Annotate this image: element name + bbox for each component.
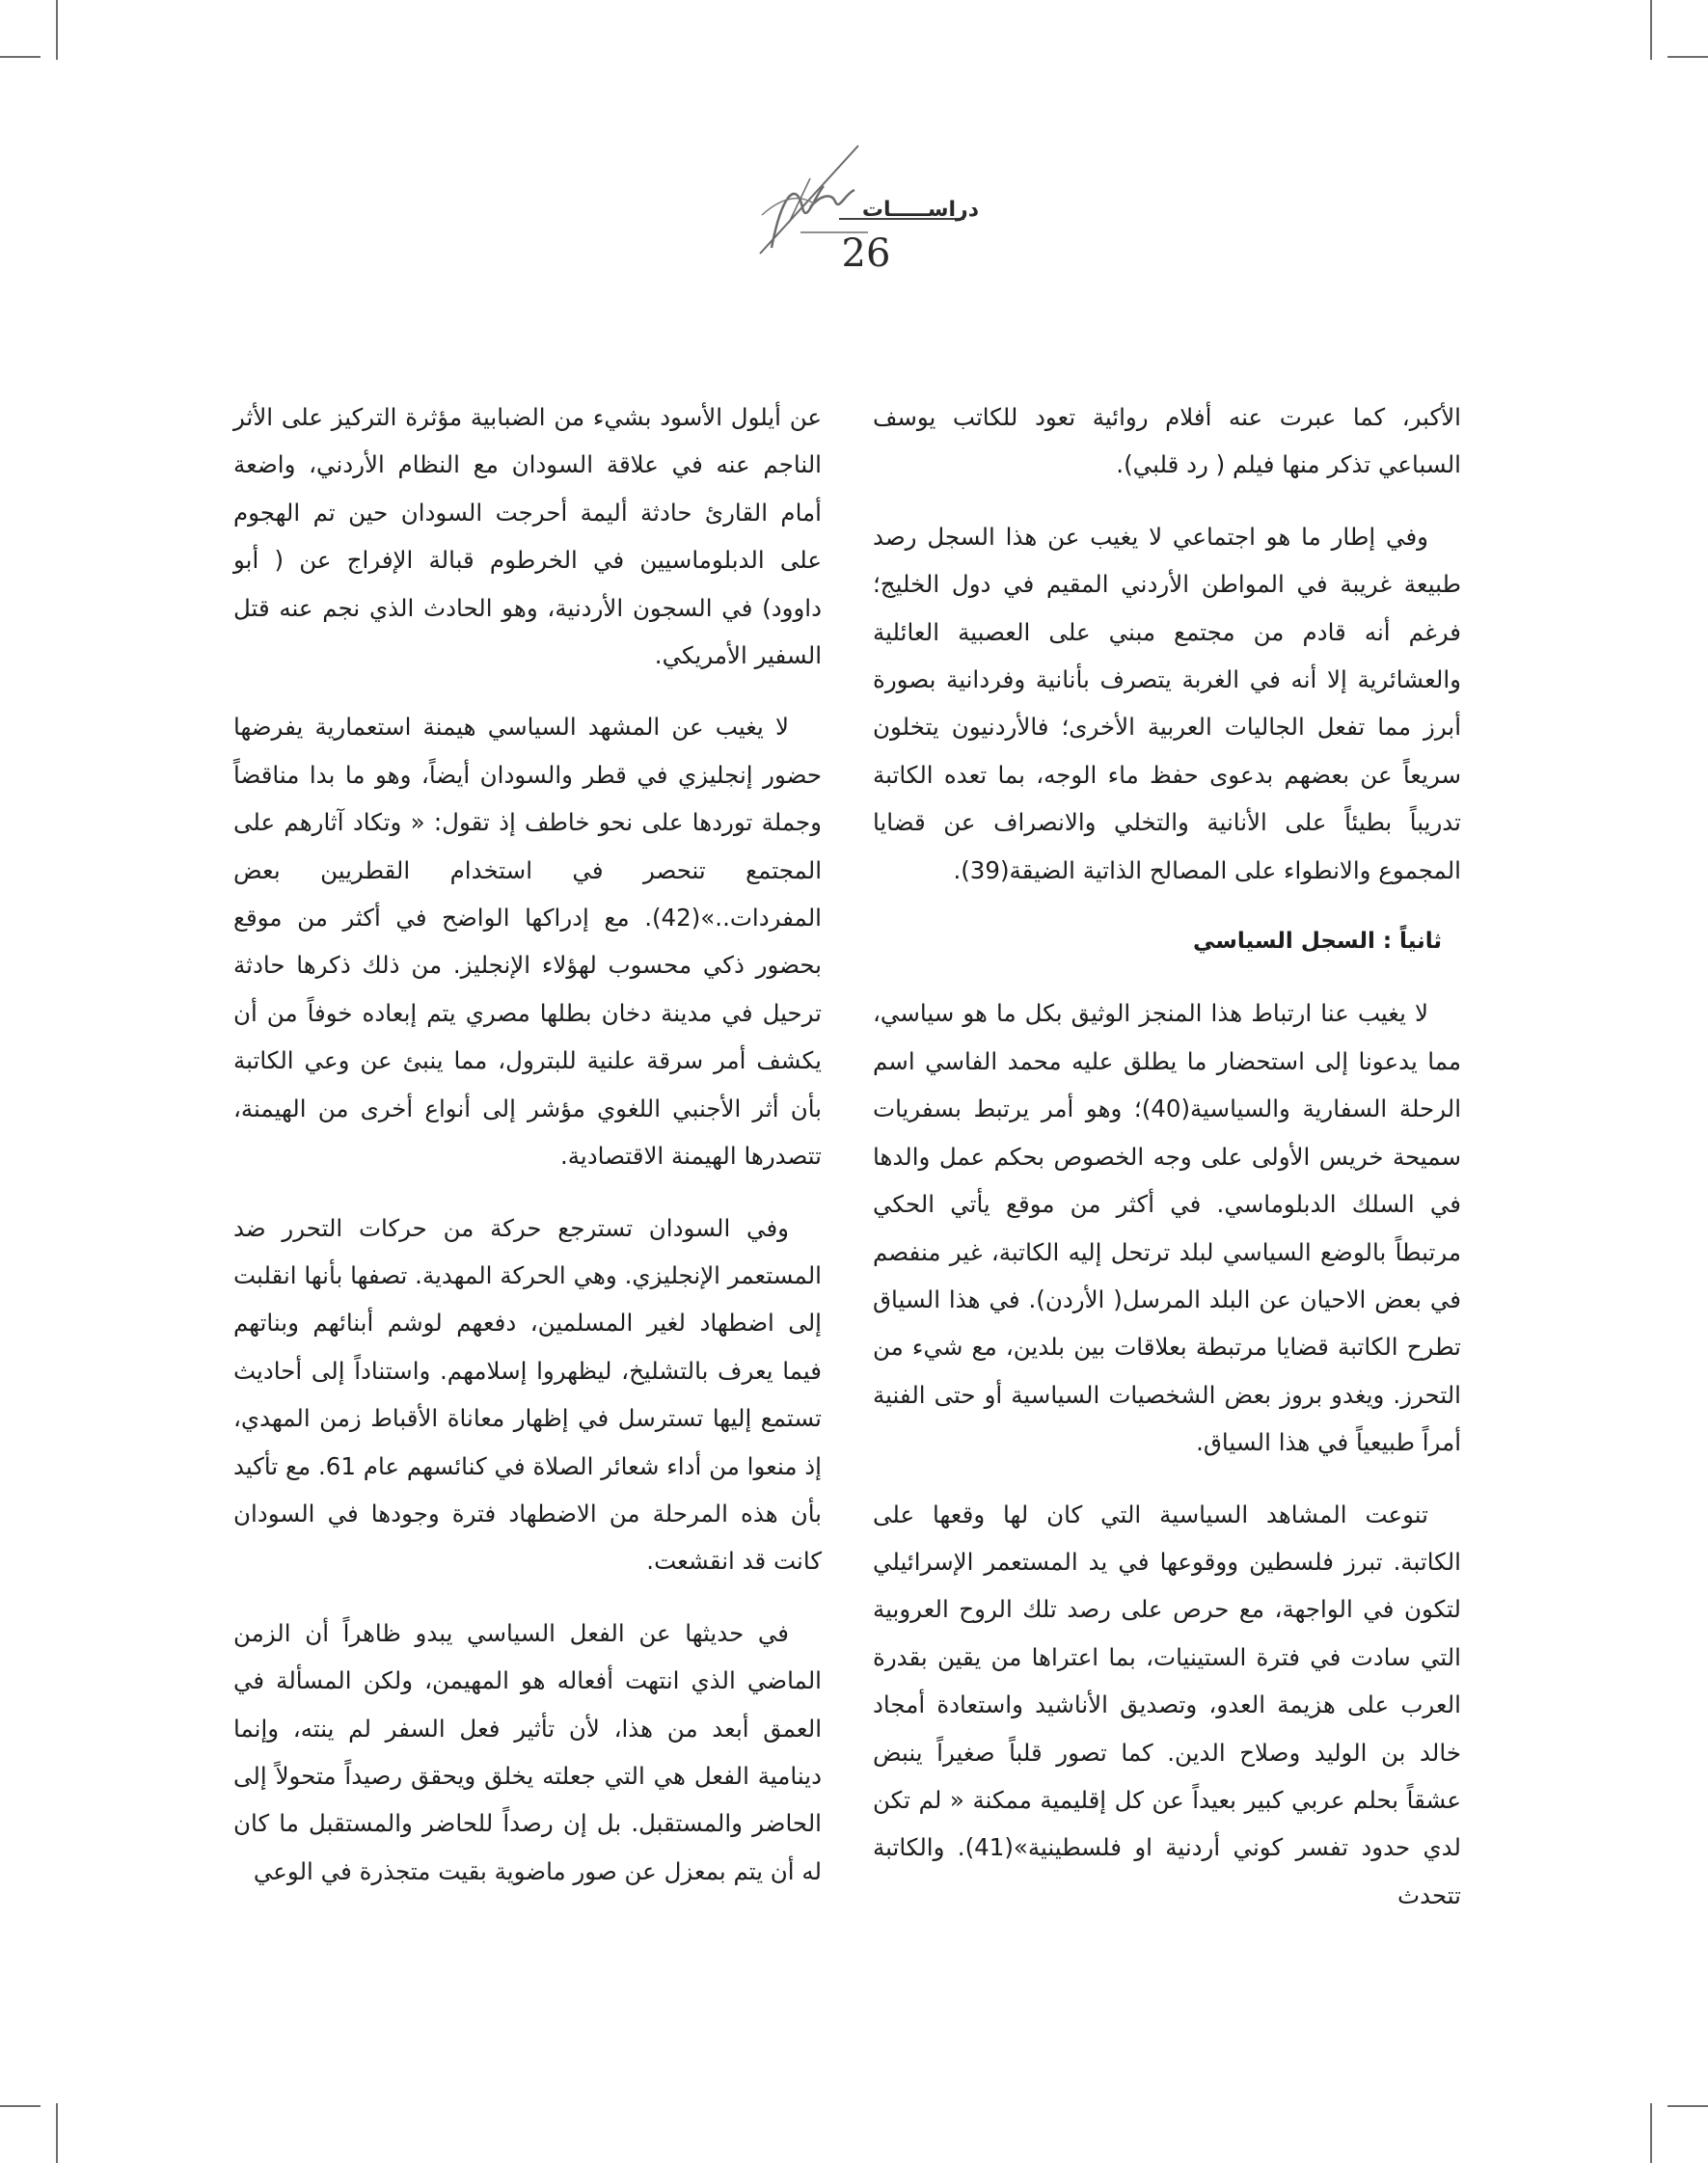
section-label: دراســـــات xyxy=(861,198,979,222)
right-paragraph-2: وفي إطار ما هو اجتماعي لا يغيب عن هذا السجل رصد طبيعة غريبة في المواطن الأردني المقيم في دول الخليج؛ فرغم أنه قادم من مجتمع مبني على العصبية العائلية والعشائرية إلا أنه في الغربة يتصرف بأنانية وفردانية بصورة أبرز مما تفعل الجاليات العربية الأخرى؛ فالأردنيون يتخلون سريعاً عن بعضهم بدعوى حفظ ماء الوجه، بما تعده الكاتبة تدريباً بطيئاً على الأنانية والتخلي والانصراف عن قضايا المجموع والانطواء على المصالح الذاتية الضيقة(39). xyxy=(873,522,1461,884)
section-subheading: ثانياً : السجل السياسي xyxy=(1192,929,1442,955)
crop-mark-top-right xyxy=(1650,0,1652,60)
right-column xyxy=(873,393,1461,1943)
crop-mark-top-right-h xyxy=(1667,56,1708,58)
left-paragraph-2: لا يغيب عن المشهد السياسي هيمنة استعمارية يفرضها حضور إنجليزي في قطر والسودان أيضاً، وهو ما بدا مناقضاً وجملة توردها على نحو خاطف إذ تقول: « وتكاد آثارهم على المجتمع تنحصر في استخدام القطريين بعض المفردات..»(42). مع إدراكها الواضح في أكثر من موقع بحضور ذكي محسوب لهؤلاء الإنجليز. من ذلك ذكرها حادثة ترحيل في مدينة دخان بطلها مصري يتم إبعاده خوفاً من أن يكشف أمر سرقة علنية للبترول، مما ينبئ عن وعي الكاتبة بأن أثر الأجنبي اللغوي مؤشر إلى أنواع أخرى من الهيمنة، تتصدرها الهيمنة الاقتصادية. xyxy=(233,713,822,1171)
right-paragraph-4: تنوعت المشاهد السياسية التي كان لها وقعها على الكاتبة. تبرز فلسطين ووقوعها في يد المستعمر الإسرائيلي لتكون في الواجهة، مع حرص على رصد تلك الروح العروبية التي سادت في فترة الستينيات، بما اعتراها من يقين بقدرة العرب على هزيمة العدو، وتصديق الأناشيد واستعادة أمجاد خالد بن الوليد وصلاح الدين. كما تصور قلباً صغيراً ينبض عشقاً بحلم عربي كبير بعيداً عن كل إقليمية ممكنة « لم تكن لدي حدود تفسر كوني أردنية او فلسطينية»(41). والكاتبة تتحدث xyxy=(873,1500,1461,1909)
page-header xyxy=(743,140,984,284)
crop-mark-bottom-right xyxy=(1650,2103,1652,2163)
page-number: 26 xyxy=(841,231,891,276)
left-paragraph-1: عن أيلول الأسود بشيء من الضبابية مؤثرة التركيز على الأثر الناجم عنه في علاقة السودان مع النظام الأردني، واضعة أمام القارئ حادثة أليمة أحرجت السودان حين تم الهجوم على الدبلوماسيين في الخرطوم قبالة الإفراج عن ( أبو داوود) في السجون الأردنية، وهو الحادث الذي نجم عنه قتل السفير الأمريكي. xyxy=(233,403,822,670)
crop-mark-bottom-left xyxy=(56,2103,58,2163)
left-paragraph-3: وفي السودان تسترجع حركة من حركات التحرر ضد المستعمر الإنجليزي. وهي الحركة المهدية. تصفها بأنها انقلبت إلى اضطهاد لغير المسلمين، دفعهم لوشم أبنائهم وبناتهم فيما يعرف بالتشليخ، ليظهروا إسلامهم. واستناداً إلى أحاديث تستمع إليها تسترسل في إظهار معاناة الأقباط زمن المهدي، إذ منعوا من أداء شعائر الصلاة في كنائسهم عام 61. مع تأكيد بأن هذه المرحلة من الاضطهاد فترة وجودها في السودان كانت قد انقشعت. xyxy=(233,1213,822,1576)
left-paragraph-4: في حديثها عن الفعل السياسي يبدو ظاهراً أن الزمن الماضي الذي انتهت أفعاله هو المهيمن، ولكن المسألة في العمق أبعد من هذا، لأن تأثير فعل السفر لم ينته، وإنما دينامية الفعل هي التي جعلته يخلق ويحقق رصيداً متحولاً إلى الحاضر والمستقبل. بل إن رصداً للحاضر والمستقبل ما كان له أن يتم بمعزل عن صور ماضوية بقيت متجذرة في الوعي xyxy=(233,1618,822,1885)
crop-mark-top-left-h xyxy=(0,56,41,58)
right-paragraph-3: لا يغيب عنا ارتباط هذا المنجز الوثيق بكل ما هو سياسي، مما يدعونا إلى استحضار ما يطلق عليه محمد الفاسي اسم الرحلة السفارية والسياسية(40)؛ وهو أمر يرتبط بسفريات سميحة خريس الأولى على وجه الخصوص بحكم عمل والدها في السلك الدبلوماسي. في أكثر من موقع يأتي الحكي مرتبطاً بالوضع السياسي لبلد ترتحل إليه الكاتبة، غير منفصم في بعض الاحيان عن البلد المرسل( الأردن). في هذا السياق تطرح الكاتبة قضايا مرتبطة بعلاقات بين بلدين، مع شيء من التحرز. ويغدو بروز بعض الشخصيات السياسية أو حتى الفنية أمراً طبيعياً في هذا السياق. xyxy=(873,999,1461,1457)
crop-mark-top-left xyxy=(56,0,58,60)
right-paragraph-1: الأكبر، كما عبرت عنه أفلام روائية تعود للكاتب يوسف السباعي تذكر منها فيلم ( رد قلبي). xyxy=(873,403,1461,479)
crop-mark-bottom-right-h xyxy=(1667,2105,1708,2107)
crop-mark-bottom-left-h xyxy=(0,2105,41,2107)
left-column xyxy=(233,393,822,1919)
